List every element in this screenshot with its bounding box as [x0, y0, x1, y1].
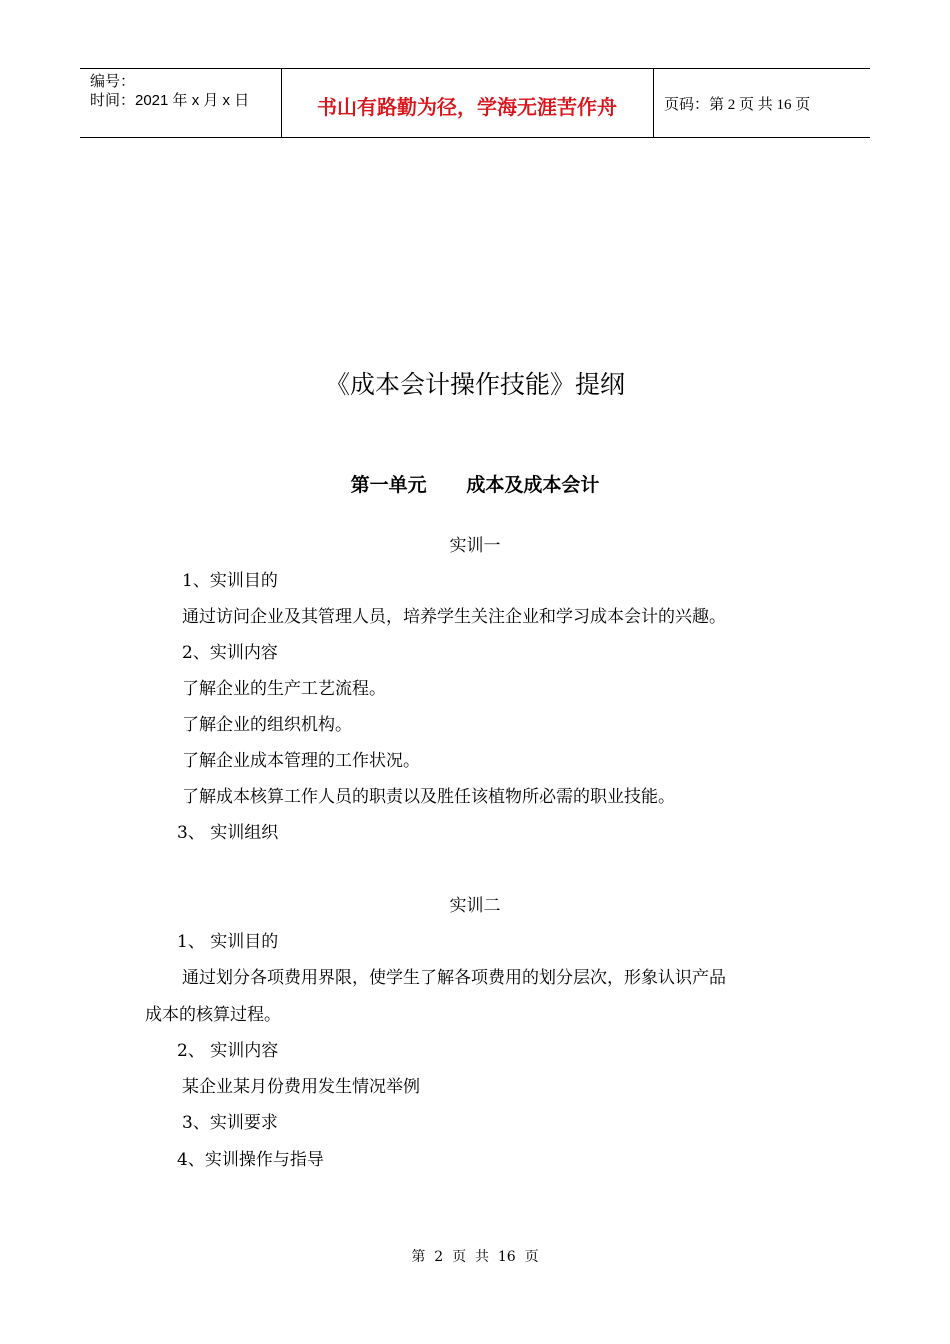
- document-title: 《成本会计操作技能》提纲: [324, 370, 625, 399]
- page-footer: 第 2 页 共 16 页: [411, 1249, 539, 1265]
- training2-line: 成本的核算过程。: [145, 1005, 281, 1025]
- training2-line: 2、 实训内容: [177, 1041, 279, 1061]
- training2-heading: 实训二: [449, 896, 501, 916]
- header-meta: [90, 72, 249, 110]
- training2-line: 某企业某月份费用发生情况举例: [182, 1077, 420, 1097]
- training1-line: 了解企业的组织机构。: [182, 715, 352, 735]
- training2-line: 4、实训操作与指导: [177, 1150, 324, 1170]
- training1-line: 了解企业成本管理的工作状况。: [182, 751, 420, 771]
- time-label: 时间：2021 年 x 月 x 日: [90, 92, 250, 109]
- unit-heading: 第一单元 成本及成本会计: [350, 474, 600, 496]
- training1-line: 了解成本核算工作人员的职责以及胜任该植物所必需的职业技能。: [182, 787, 675, 807]
- training1-line: 通过访问企业及其管理人员，培养学生关注企业和学习成本会计的兴趣。: [182, 607, 726, 627]
- training2-line: 3、实训要求: [182, 1113, 278, 1133]
- training2-line: 1、 实训目的: [177, 932, 279, 952]
- page-header: [80, 68, 870, 138]
- header-page-info: 页码：第 2 页 共 16 页: [664, 97, 811, 113]
- training2-line: 通过划分各项费用界限，使学生了解各项费用的划分层次，形象认识产品: [182, 968, 726, 988]
- training1-line: 3、 实训组织: [177, 823, 279, 843]
- training1-line: 2、实训内容: [182, 643, 278, 663]
- training1-line: 了解企业的生产工艺流程。: [182, 679, 386, 699]
- training1-line: 1、实训目的: [182, 571, 278, 591]
- header-divider: [653, 69, 654, 137]
- header-motto: 书山有路勤为径，学海无涯苦作舟: [317, 95, 617, 119]
- number-label: 编号：: [90, 73, 136, 90]
- training1-heading: 实训一: [449, 536, 501, 556]
